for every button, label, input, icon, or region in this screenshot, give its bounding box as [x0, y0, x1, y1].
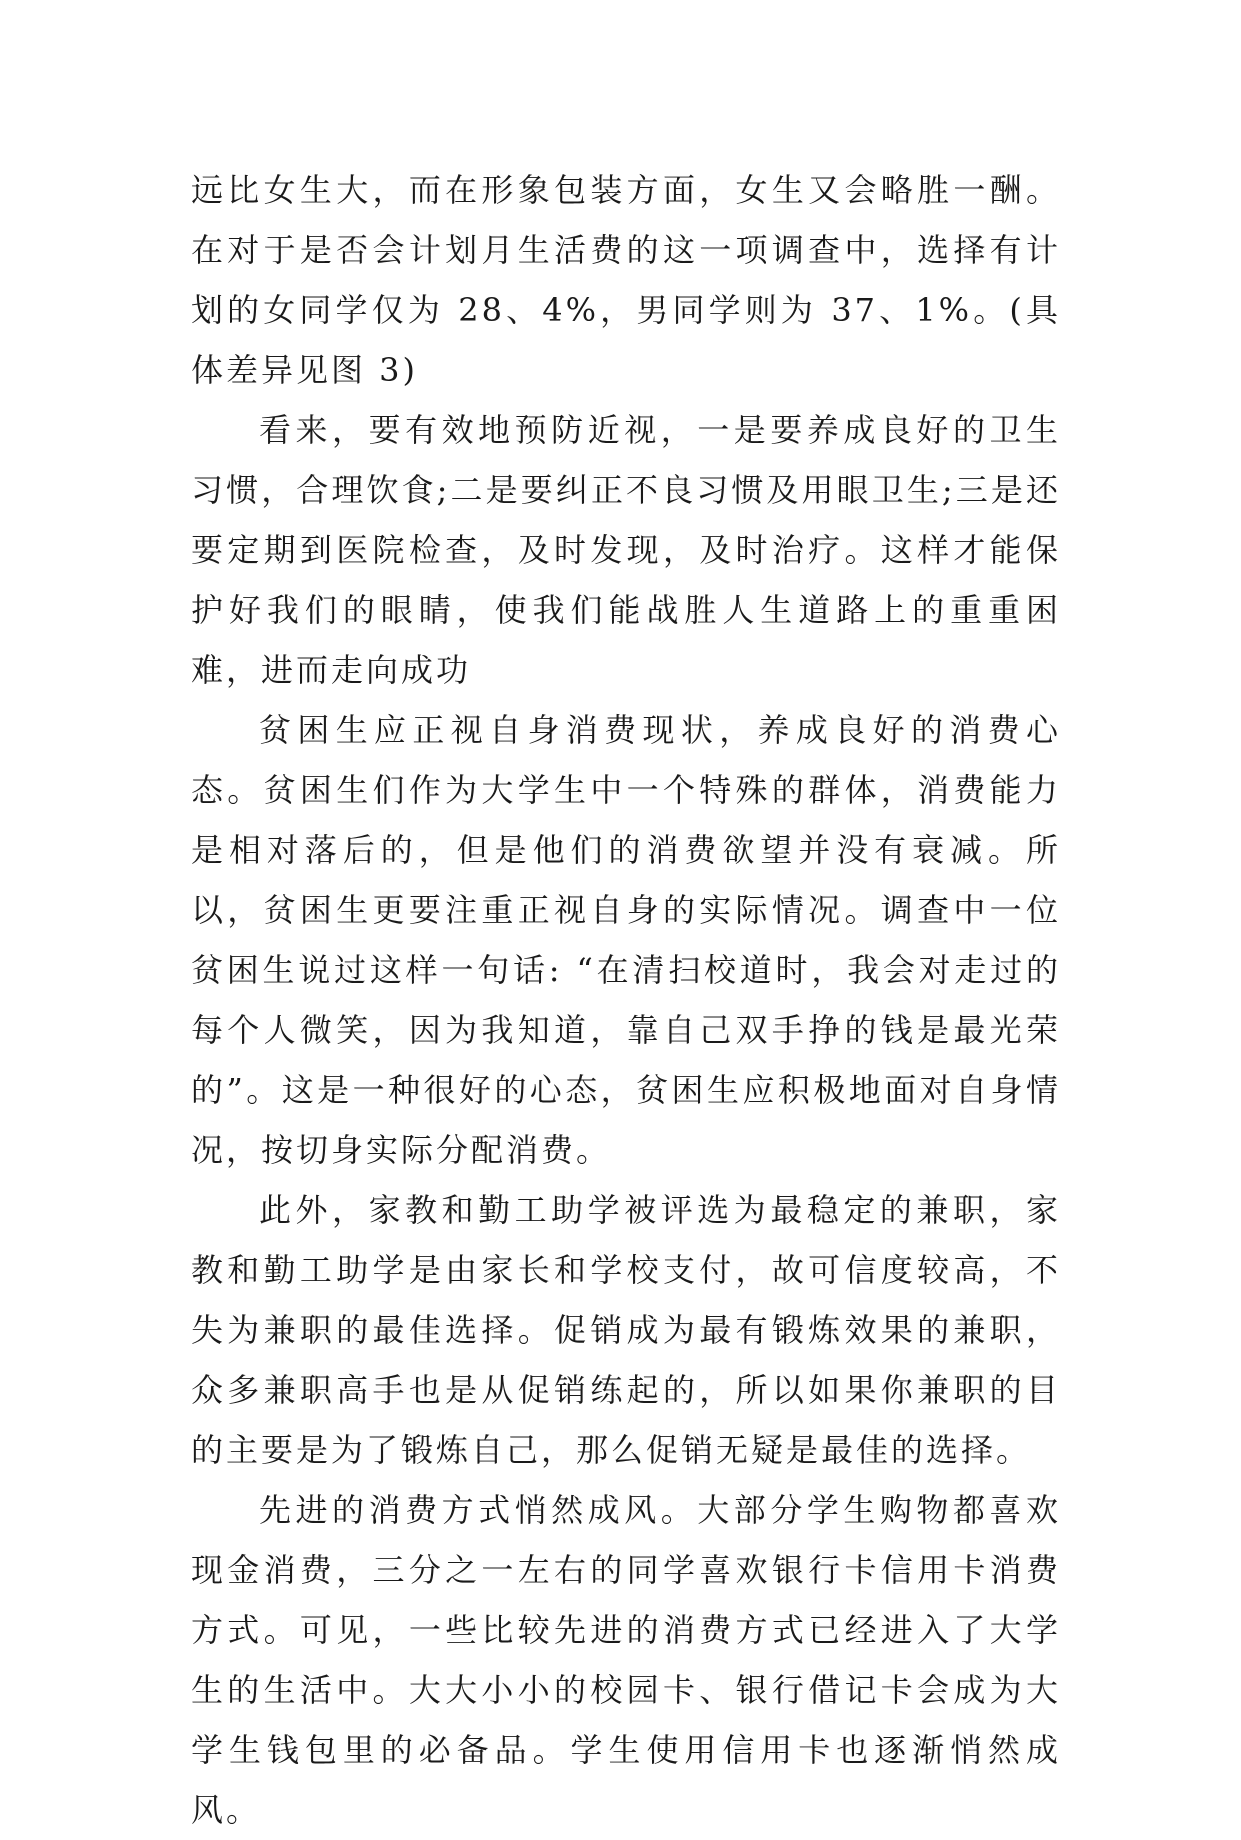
paragraph-continued: 远比女生大，而在形象包装方面，女生又会略胜一酬。在对于是否会计划月生活费的这一项调查中，选择有计划的女同学仅为 28、4%，男同学则为 37、1%。(具体差异见图 3) — [191, 171, 1061, 389]
paragraph-poor-students: 贫困生应正视自身消费现状，养成良好的消费心态。贫困生们作为大学生中一个特殊的群体，消费能力是相对落后的，但是他们的消费欲望并没有衰减。所以，贫困生更要注重正视自身的实际情况。调查中一位贫困生说过这样一句话: “在清扫校道时，我会对走过的每个人微笑，因为我知道，靠自己双手挣的钱是最光荣的”。这是一种很好的心态，贫困生应积极地面对自身情况，按切身实际分配消费。 — [191, 711, 1061, 1169]
paragraph-payment-methods: 先进的消费方式悄然成风。大部分学生购物都喜欢现金消费，三分之一左右的同学喜欢银行卡信用卡消费方式。可见，一些比较先进的消费方式已经进入了大学生的生活中。大大小小的校园卡、银行借记卡会成为大学生钱包里的必备品。学生使用信用卡也逐渐悄然成风。 — [191, 1491, 1061, 1829]
paragraph-part-time: 此外，家教和勤工助学被评选为最稳定的兼职，家教和勤工助学是由家长和学校支付，故可信度较高，不失为兼职的最佳选择。促销成为最有锻炼效果的兼职，众多兼职高手也是从促销练起的，所以如果你兼职的目的主要是为了锻炼自己，那么促销无疑是最佳的选择。 — [191, 1191, 1061, 1469]
paragraph-myopia: 看来，要有效地预防近视，一是要养成良好的卫生习惯，合理饮食;二是要纠正不良习惯及用眼卫生;三是还要定期到医院检查，及时发现，及时治疗。这样才能保护好我们的眼睛，使我们能战胜人生道路上的重重困难，进而走向成功 — [191, 411, 1061, 689]
document-body — [191, 160, 1061, 1840]
